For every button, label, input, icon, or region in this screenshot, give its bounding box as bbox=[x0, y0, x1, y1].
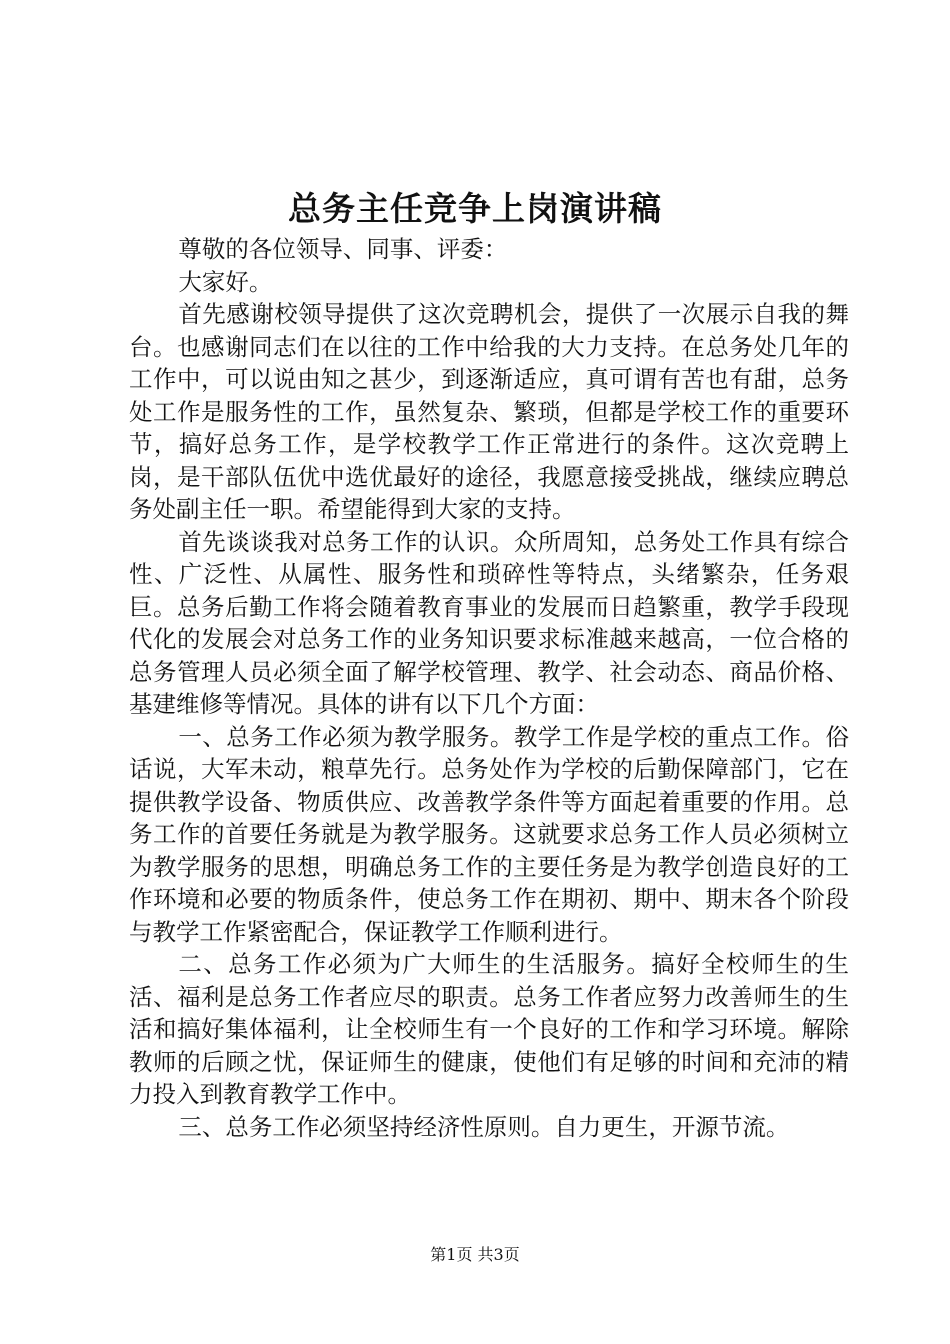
paragraph-point-three: 三、总务工作必须坚持经济性原则。自力更生，开源节流。 bbox=[178, 1112, 790, 1141]
paragraph-greeting: 大家好。 bbox=[178, 267, 273, 296]
paragraph-understanding: 首先谈谈我对总务工作的认识。众所周知，总务处工作具有综合性、广泛性、从属性、服务性和琐碎性等特点，头绪繁杂，任务艰巨。总务后勤工作将会随着教育事业的发展而日趋繁重，教学手段现代化的发展会对总务工作的业务知识要求标准越来越高，一位合格的总务管理人员必须全面了解学校管理、教学、社会动态、商品价格、基建维修等情况。具体的讲有以下几个方面： bbox=[129, 527, 849, 718]
page-number-footer: 第1页 共3页 bbox=[430, 1245, 520, 1264]
document-body bbox=[129, 233, 849, 1143]
document-title: 总务主任竞争上岗演讲稿 bbox=[288, 189, 662, 228]
paragraph-point-two: 二、总务工作必须为广大师生的生活服务。搞好全校师生的生活、福利是总务工作者应尽的职责。总务工作者应努力改善师生的生活和搞好集体福利，让全校师生有一个良好的工作和学习环境。解除教师的后顾之忧，保证师生的健康，使他们有足够的时间和充沛的精力投入到教育教学工作中。 bbox=[129, 950, 849, 1108]
paragraph-point-one: 一、总务工作必须为教学服务。教学工作是学校的重点工作。俗话说，大军未动，粮草先行。总务处作为学校的后勤保障部门，它在提供教学设备、物质供应、改善教学条件等方面起着重要的作用。总务工作的首要任务就是为教学服务。这就要求总务工作人员必须树立为教学服务的思想，明确总务工作的主要任务是为教学创造良好的工作环境和必要的物质条件，使总务工作在期初、期中、期末各个阶段与教学工作紧密配合，保证教学工作顺利进行。 bbox=[129, 722, 849, 946]
paragraph-thanks: 首先感谢校领导提供了这次竞聘机会，提供了一次展示自我的舞台。也感谢同志们在以往的工作中给我的大力支持。在总务处几年的工作中，可以说由知之甚少，到逐渐适应，真可谓有苦也有甜，总务处工作是服务性的工作，虽然复杂、繁琐，但都是学校工作的重要环节，搞好总务工作，是学校教学工作正常进行的条件。这次竞聘上岗，是干部队伍优中选优最好的途径，我愿意接受挑战，继续应聘总务处副主任一职。希望能得到大家的支持。 bbox=[129, 300, 849, 523]
paragraph-salutation: 尊敬的各位领导、同事、评委： bbox=[178, 235, 508, 263]
